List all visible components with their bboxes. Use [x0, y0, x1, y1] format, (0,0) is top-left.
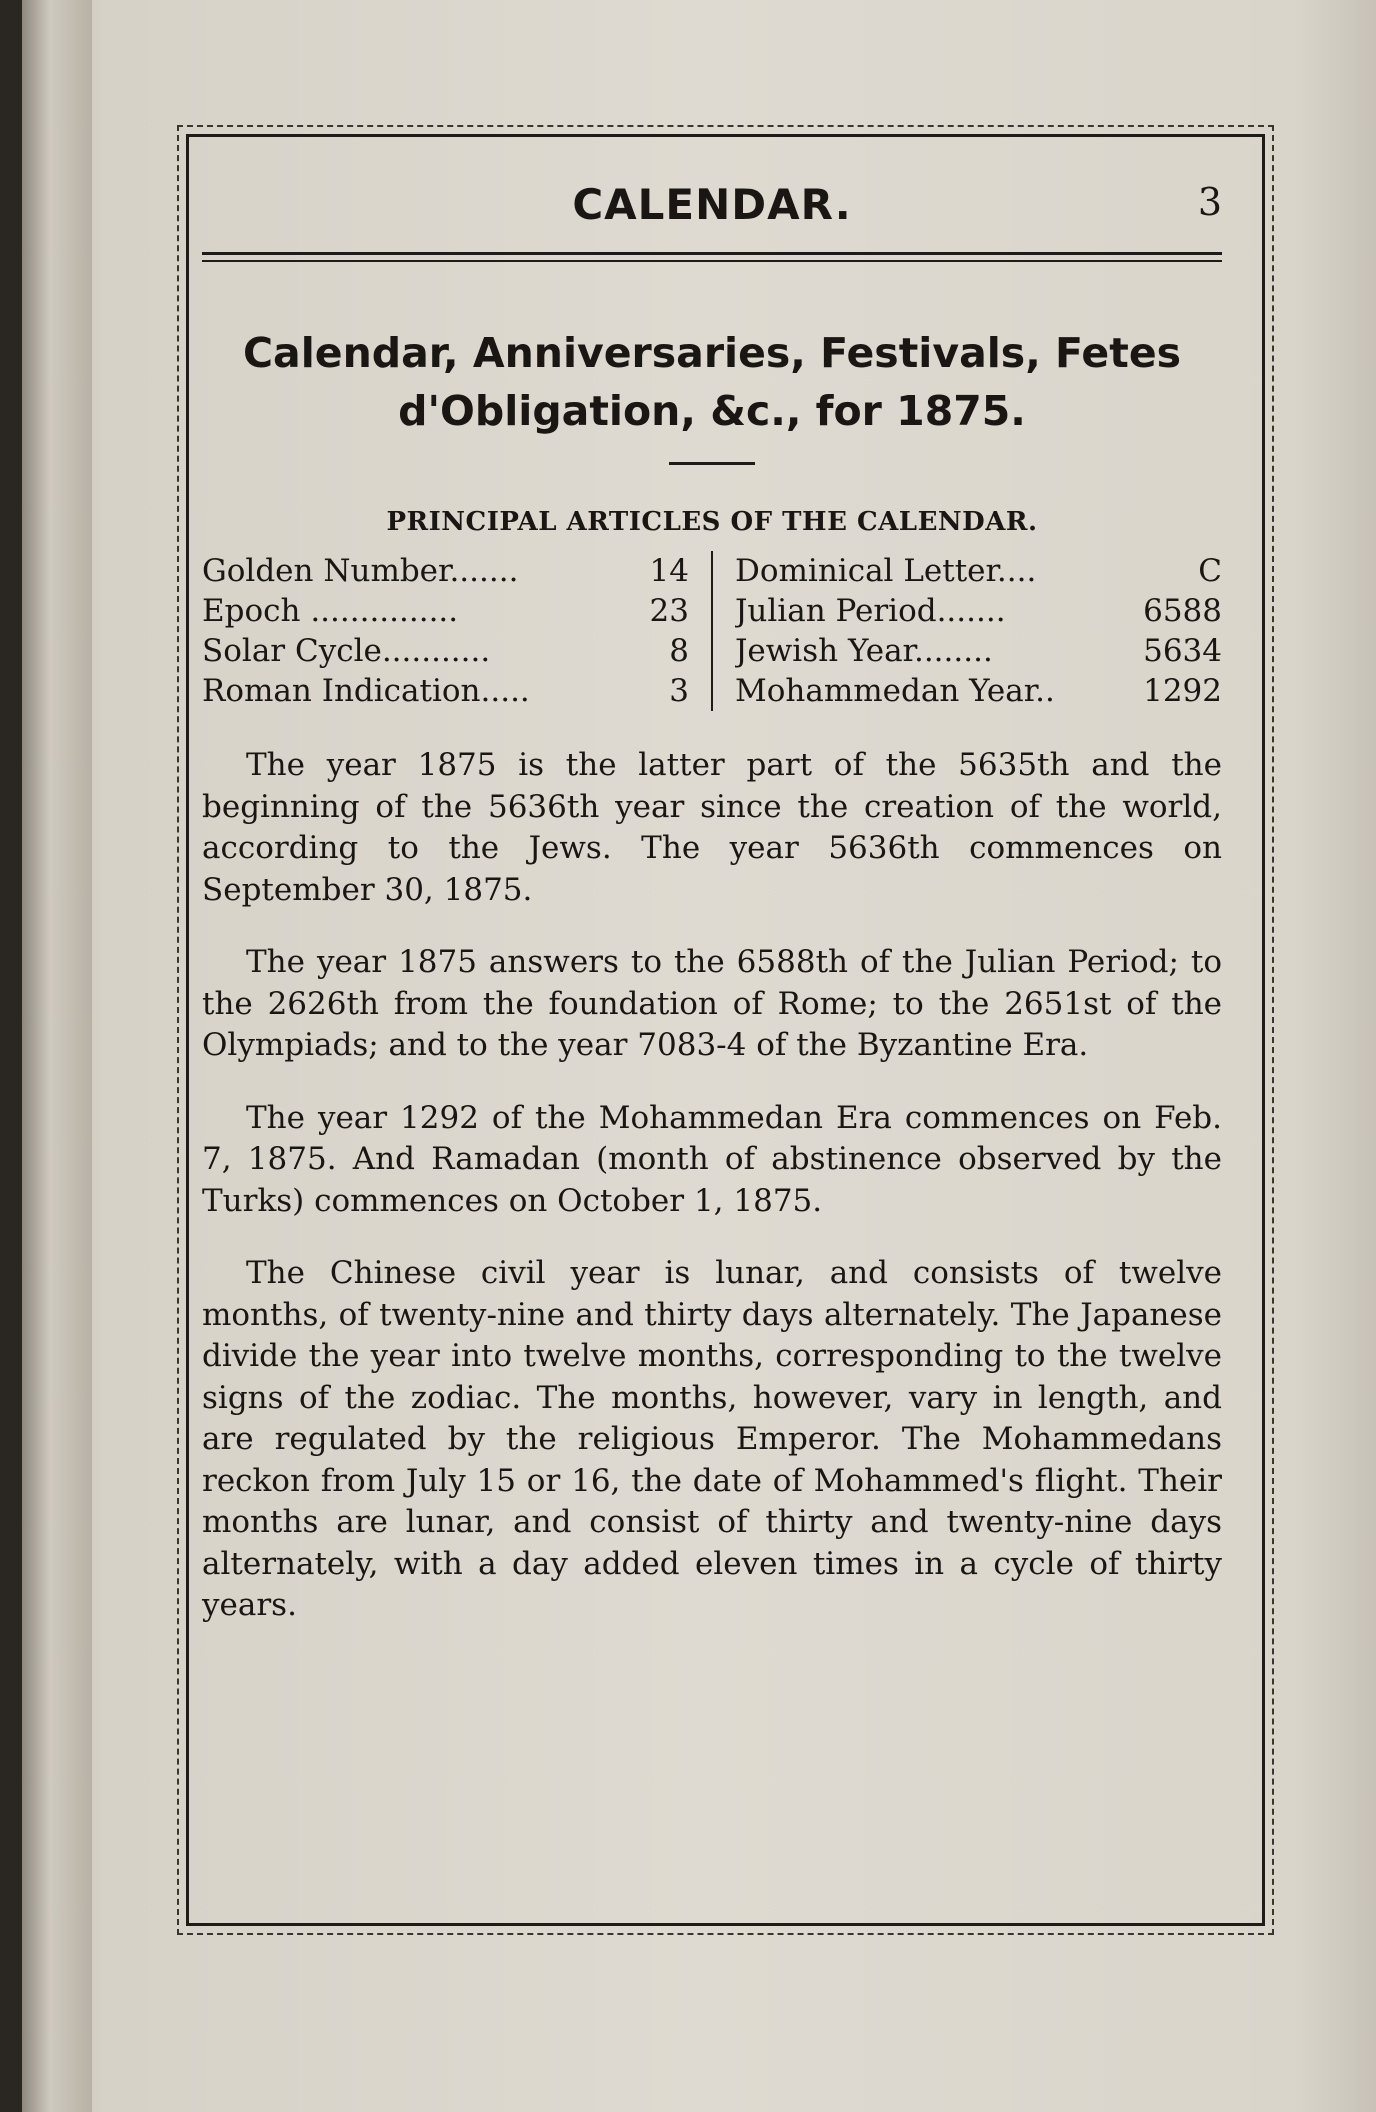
article-label: Dominical Letter....	[735, 553, 1037, 589]
article-value: 3	[669, 673, 689, 709]
main-heading-line-1: Calendar, Anniversaries, Festivals, Fetes	[242, 329, 1182, 377]
article-value: 6588	[1143, 593, 1222, 629]
article-row	[202, 551, 689, 591]
article-row	[202, 631, 689, 671]
page-number: 3	[1197, 180, 1222, 224]
article-label: Epoch ...............	[202, 593, 459, 629]
double-rule	[202, 252, 1222, 262]
article-label: Jewish Year........	[735, 633, 993, 669]
article-row	[202, 671, 689, 711]
book-page	[22, 0, 1376, 2112]
paragraph-julian-period: The year 1875 answers to the 6588th of the Julian Period; to the 2626th from the foundation of Rome; to the 2651st of the Olympiads; and to the year 7083-4 of the Byzantine Era.	[202, 944, 1222, 1063]
article-row	[735, 631, 1222, 671]
section-heading: PRINCIPAL ARTICLES OF THE CALENDAR.	[386, 507, 1038, 537]
article-label: Mohammedan Year..	[735, 673, 1055, 709]
article-label: Julian Period.......	[735, 593, 1006, 629]
article-value: C	[1198, 553, 1222, 589]
article-value: 8	[669, 633, 689, 669]
article-value: 1292	[1143, 673, 1222, 709]
main-heading-line-2: d'Obligation, &c., for 1875.	[398, 387, 1026, 435]
article-row	[202, 591, 689, 631]
article-value: 23	[649, 593, 689, 629]
article-label: Solar Cycle...........	[202, 633, 491, 669]
page-content	[202, 180, 1222, 1658]
running-title: CALENDAR.	[572, 180, 852, 229]
articles-table	[202, 551, 1222, 711]
article-label: Golden Number.......	[202, 553, 519, 589]
articles-left-column	[202, 551, 713, 711]
articles-right-column	[713, 551, 1222, 711]
article-value: 14	[649, 553, 689, 589]
running-head	[202, 180, 1222, 240]
paragraph-jewish-year: The year 1875 is the latter part of the 5635th and the beginning of the 5636th year since the creation of the world, according to the Jews. The year 5636th commences on September 30, 1875.	[202, 747, 1222, 908]
paragraph-chinese-japanese-years: The Chinese civil year is lunar, and consists of twelve months, of twenty-nine and thirty days alternately. The Japanese divide the year into twelve months, corresponding to the twelve signs of the zodiac. The months, however, vary in length, and are regulated by the religious Emperor. The Mohammedans reckon from July 15 or 16, the date of Mohammed's flight. Their months are lunar, and consist of thirty and twenty-nine days alternately, with a day added eleven times in a cycle of thirty years.	[202, 1255, 1222, 1623]
article-row	[735, 591, 1222, 631]
article-row	[735, 671, 1222, 711]
paragraph-mohammedan-era: The year 1292 of the Mohammedan Era commences on Feb. 7, 1875. And Ramadan (month of abstinence observed by the Turks) commences on October 1, 1875.	[202, 1099, 1222, 1219]
book-spine	[22, 0, 92, 2112]
article-label: Roman Indication.....	[202, 673, 530, 709]
article-row	[735, 551, 1222, 591]
main-heading	[202, 324, 1222, 440]
article-value: 5634	[1143, 633, 1222, 669]
short-rule	[669, 462, 755, 465]
